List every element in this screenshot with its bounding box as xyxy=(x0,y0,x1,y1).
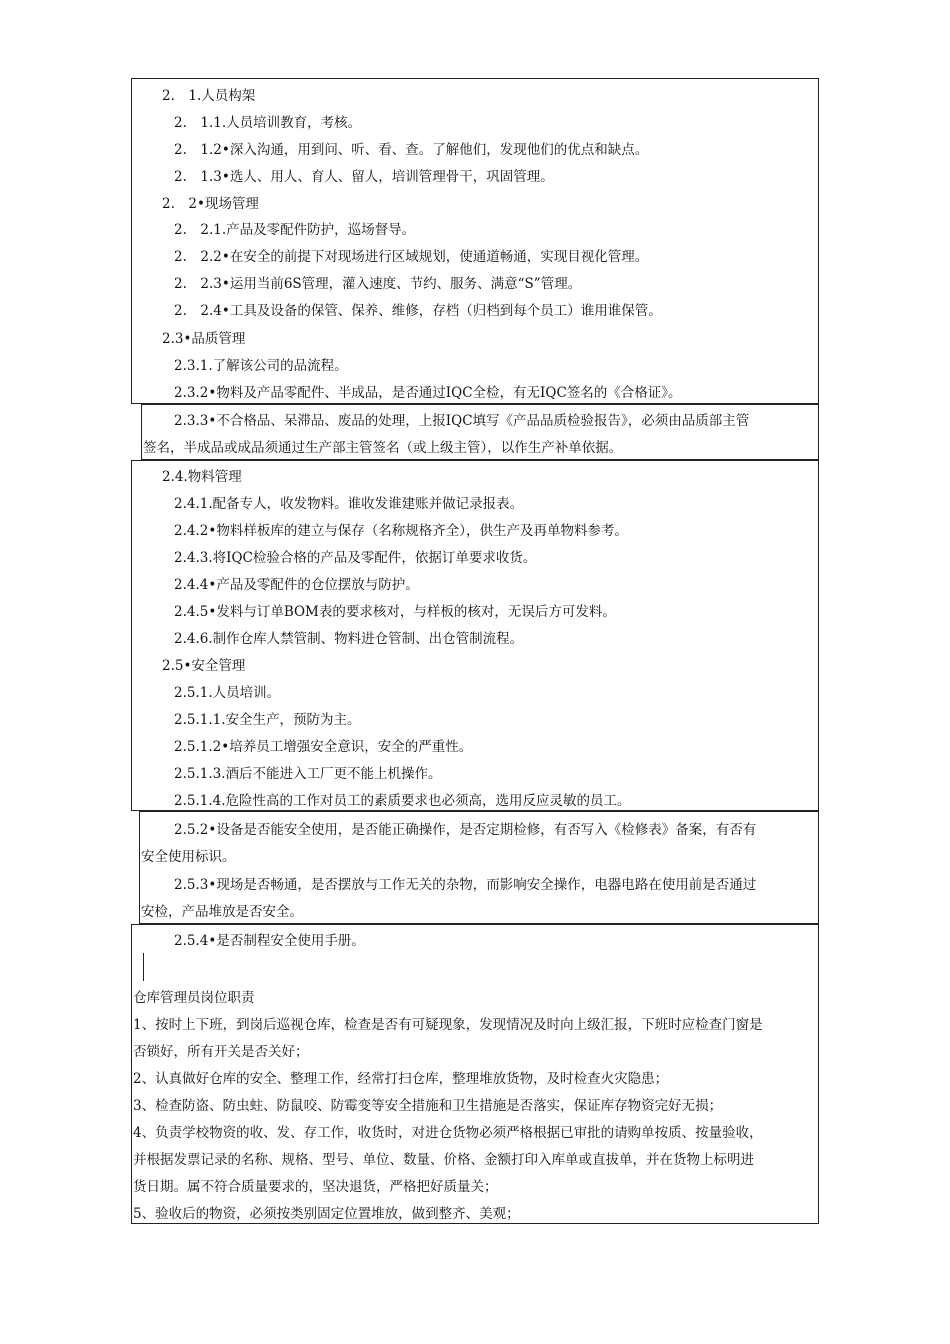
item-2-2-3: 2. 2.3•运用当前6S管理，灌入速度、节约、服务、满意“S”管理。 xyxy=(174,276,582,292)
item-2-4-4: 2.4.4•产品及零配件的仓位摆放与防护。 xyxy=(174,577,419,593)
duty-item-3: 3、检查防盗、防虫蛀、防鼠咬、防霉变等安全措施和卫生措施是否落实，保证库存物资完好无损； xyxy=(133,1098,723,1114)
item-2-4-2: 2.4.2•物料样板库的建立与保存（名称规格齐全），供生产及再单物料参考。 xyxy=(174,523,629,539)
item-2-5-1-4: 2.5.1.4.危险性高的工作对员工的素质要求也必须高，选用反应灵敏的员工。 xyxy=(174,793,631,809)
duty-item-5: 5、验收后的物资，必须按类别固定位置堆放，做到整齐、美观； xyxy=(133,1206,520,1222)
item-2-3-1: 2.3.1.了解该公司的品流程。 xyxy=(174,358,348,374)
duties-title: 仓库管理员岗位职责 xyxy=(133,990,255,1006)
item-2-2-4: 2. 2.4•工具及设备的保管、保养、维修，存档（归档到每个员工）谁用谁保管。 xyxy=(174,303,662,319)
duty-item-1-line1: 1、按时上下班，到岗后巡视仓库，检查是否有可疑现象，发现情况及时向上级汇报，下班时应检查门窗是 xyxy=(133,1017,763,1033)
item-2-1-1: 2. 1.1.人员培训教育，考核。 xyxy=(174,115,362,131)
item-2-5-4: 2.5.4•是否制程安全使用手册。 xyxy=(174,933,365,949)
item-2-2-2: 2. 2.2•在安全的前提下对现场进行区域规划，使通道畅通，实现目视化管理。 xyxy=(174,249,649,265)
heading-2-2: 2. 2•现场管理 xyxy=(162,196,259,212)
item-2-4-5: 2.4.5•发料与订单BOM表的要求核对，与样板的核对，无误后方可发料。 xyxy=(174,604,616,620)
item-2-1-3: 2. 1.3•选人、用人、育人、留人，培训管理骨干，巩固管理。 xyxy=(174,169,554,185)
item-2-5-1: 2.5.1.人员培训。 xyxy=(174,685,281,701)
item-2-3-3-line2: 签名，半成品或成品须通过生产部主管签名（或上级主管），以作生产补单依据。 xyxy=(143,440,623,456)
heading-2-5: 2.5•安全管理 xyxy=(162,658,246,674)
duty-item-4-line3: 货日期。属不符合质量要求的，坚决退货，严格把好质量关； xyxy=(133,1179,498,1195)
item-2-1-2: 2. 1.2•深入沟通，用到问、听、看、查。了解他们，发现他们的优点和缺点。 xyxy=(174,142,649,158)
item-2-5-3-line2: 安检，产品堆放是否安全。 xyxy=(141,904,303,920)
duty-item-1-line2: 否锁好，所有开关是否关好； xyxy=(133,1044,309,1060)
item-2-4-6: 2.4.6.制作仓库人禁管制、物料进仓管制、出仓管制流程。 xyxy=(174,631,524,647)
heading-2-4: 2.4.物料管理 xyxy=(162,469,242,485)
heading-2-3: 2.3•品质管理 xyxy=(162,331,246,347)
item-2-5-1-3: 2.5.1.3.酒后不能进入工厂更不能上机操作。 xyxy=(174,766,442,782)
item-2-4-3: 2.4.3.将IQC检验合格的产品及零配件，依据订单要求收货。 xyxy=(174,550,537,566)
duty-item-4-line2: 并根据发票记录的名称、规格、型号、单位、数量、价格、金额打印入库单或直拔单，并在货物上标明进 xyxy=(133,1152,754,1168)
item-2-5-1-2: 2.5.1.2•培养员工增强安全意识，安全的严重性。 xyxy=(174,739,473,755)
item-2-4-1: 2.4.1.配备专人，收发物料。谁收发谁建账并做记录报表。 xyxy=(174,496,524,512)
duty-item-2: 2、认真做好仓库的安全、整理工作，经常打扫仓库，整理堆放货物，及时检查火灾隐患； xyxy=(133,1071,669,1087)
item-2-2-1: 2. 2.1.产品及零配件防护，巡场督导。 xyxy=(174,222,416,238)
duty-item-4-line1: 4、负责学校物资的收、发、存工作，收货时，对进仓货物必须严格根据已审批的请购单按质、按量验收， xyxy=(133,1125,763,1141)
item-2-5-3-line1: 2.5.3•现场是否畅通，是否摆放与工作无关的杂物，而影响安全操作，电器电路在使用前是否通过 xyxy=(174,877,757,893)
item-2-5-2-line1: 2.5.2•设备是否能安全使用，是否能正确操作，是否定期检修，有否写入《检修表》备案，有否有 xyxy=(174,822,757,838)
left-margin-bar xyxy=(143,953,144,981)
item-2-3-3-line1: 2.3.3•不合格品、呆滞品、废品的处理，上报IQC填写《产品品质检验报告》，必须由品质部主管 xyxy=(174,413,750,429)
item-2-5-1-1: 2.5.1.1.安全生产，预防为主。 xyxy=(174,712,361,728)
item-2-5-2-line2: 安全使用标识。 xyxy=(141,849,236,865)
heading-2-1: 2. 1.人员构架 xyxy=(162,88,256,104)
item-2-3-2: 2.3.2•物料及产品零配件、半成品，是否通过IQC全检，有无IQC签名的《合格证》。 xyxy=(174,385,682,401)
